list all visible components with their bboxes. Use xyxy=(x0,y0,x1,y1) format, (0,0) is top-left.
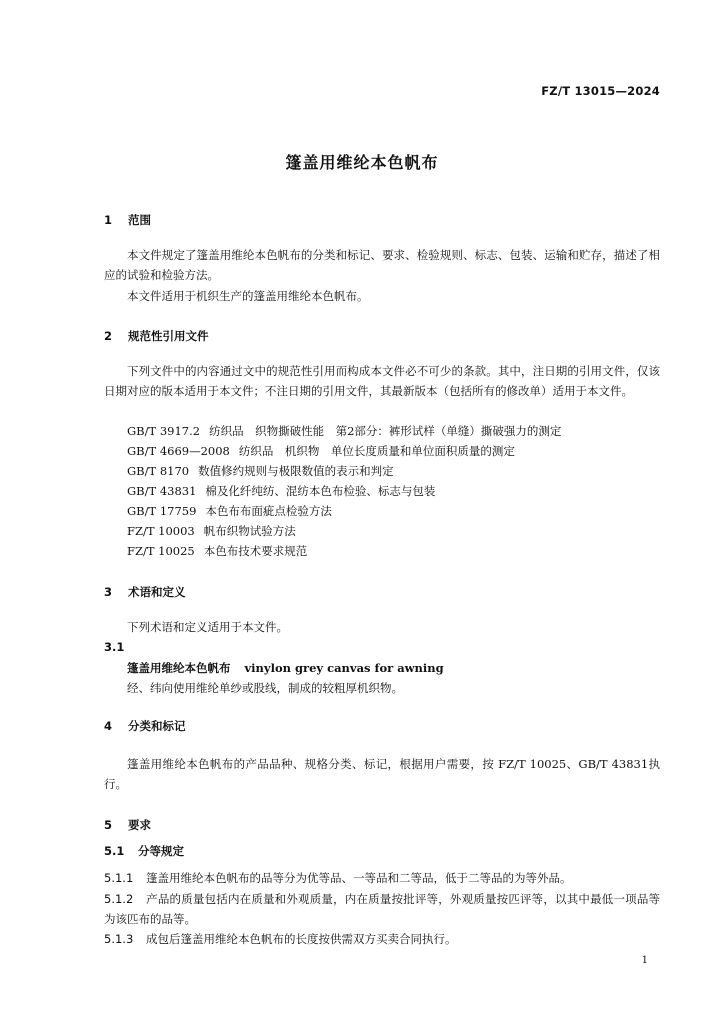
section-4-heading xyxy=(104,718,186,734)
term-definition: 经、纬向使用维纶单纱或股线，制成的较粗厚机织物。 xyxy=(127,681,403,695)
term-chinese: 篷盖用维纶本色帆布 xyxy=(127,661,231,675)
section-number: 4 xyxy=(104,719,113,733)
section-title: 术语和定义 xyxy=(128,585,186,599)
section-number: 2 xyxy=(104,329,113,343)
reference-title: 本色布布面疵点检验方法 xyxy=(205,504,332,518)
reference-code: GB/T 43831 xyxy=(127,484,197,498)
reference-item xyxy=(127,481,435,501)
clause-5-1-3 xyxy=(104,929,660,949)
reference-item xyxy=(127,421,561,441)
reference-item xyxy=(127,461,394,481)
reference-item xyxy=(127,521,296,541)
clause-number: 5.1.2 xyxy=(104,892,134,906)
clause-5-1-1 xyxy=(104,868,660,888)
reference-item xyxy=(127,501,332,521)
reference-title: 棉及化纤纯纺、混纺本色布检验、标志与包装 xyxy=(205,484,436,498)
classification-paragraph: 篷盖用维纶本色帆布的产品品种、规格分类、标记，根据用户需要，按 FZ/T 10025、GB/T 43831执行。 xyxy=(104,757,660,791)
section-title: 分类和标记 xyxy=(128,719,186,733)
section-title: 要求 xyxy=(128,818,152,832)
reference-code: GB/T 17759 xyxy=(127,504,197,518)
subsection-5-1-heading xyxy=(104,843,184,859)
reference-code: GB/T 4669—2008 xyxy=(127,444,230,458)
section-title: 范围 xyxy=(128,213,152,227)
reference-title: 数值修约规则与极限数值的表示和判定 xyxy=(198,464,394,478)
reference-code: FZ/T 10003 xyxy=(127,524,195,538)
standard-number: FZ/T 13015—2024 xyxy=(541,84,660,98)
subsection-number: 5.1 xyxy=(104,844,125,858)
section-number: 5 xyxy=(104,818,113,832)
reference-title: 本色布技术要求规范 xyxy=(203,544,308,558)
section-number: 3 xyxy=(104,585,113,599)
reference-item xyxy=(127,541,307,561)
subsection-title: 分等规定 xyxy=(138,844,185,858)
clause-text: 产品的质量包括内在质量和外观质量，内在质量按批评等，外观质量按匹评等，以其中最低一项品等为该匹布的品等。 xyxy=(104,892,660,926)
clause-number: 5.1.3 xyxy=(104,932,134,946)
reference-title: 纺织品 机织物 单位长度质量和单位面积质量的测定 xyxy=(238,444,515,458)
section-1-heading xyxy=(104,212,151,228)
references-intro: 下列文件中的内容通过文中的规范性引用而构成本文件必不可少的条款。其中，注日期的引用文件，仅该日期对应的版本适用于本文件；不注日期的引用文件，其最新版本（包括所有的修改单）适用于本文件。 xyxy=(104,364,660,398)
section-3-heading xyxy=(104,584,186,600)
scope-paragraph-1: 本文件规定了篷盖用维纶本色帆布的分类和标记、要求、检验规则、标志、包装、运输和贮存，描述了相应的试验和检验方法。 xyxy=(104,248,660,282)
term-english: vinylon grey canvas for awning xyxy=(244,661,444,675)
clause-number: 5.1.1 xyxy=(104,871,134,885)
scope-paragraph-2: 本文件适用于机织生产的篷盖用维纶本色帆布。 xyxy=(127,289,369,303)
terms-intro: 下列术语和定义适用于本文件。 xyxy=(127,620,288,634)
reference-code: GB/T 3917.2 xyxy=(127,424,201,438)
document-title: 篷盖用维纶本色帆布 xyxy=(285,153,439,172)
section-title: 规范性引用文件 xyxy=(128,329,209,343)
section-number: 1 xyxy=(104,213,113,227)
section-5-heading xyxy=(104,817,151,833)
page-number: 1 xyxy=(641,955,648,966)
reference-code: FZ/T 10025 xyxy=(127,544,195,558)
section-2-heading xyxy=(104,328,209,344)
clause-5-1-2 xyxy=(104,889,660,929)
term-entry xyxy=(127,660,444,676)
reference-title: 纺织品 织物撕破性能 第2部分：裤形试样（单缝）撕破强力的测定 xyxy=(209,424,562,438)
reference-code: GB/T 8170 xyxy=(127,464,190,478)
reference-title: 帆布织物试验方法 xyxy=(203,524,296,538)
clause-text: 成包后篷盖用维纶本色帆布的长度按供需双方买卖合同执行。 xyxy=(146,932,457,946)
term-number: 3.1 xyxy=(104,640,125,654)
reference-item xyxy=(127,441,515,461)
clause-text: 篷盖用维纶本色帆布的品等分为优等品、一等品和二等品，低于二等品的为等外品。 xyxy=(146,871,572,885)
